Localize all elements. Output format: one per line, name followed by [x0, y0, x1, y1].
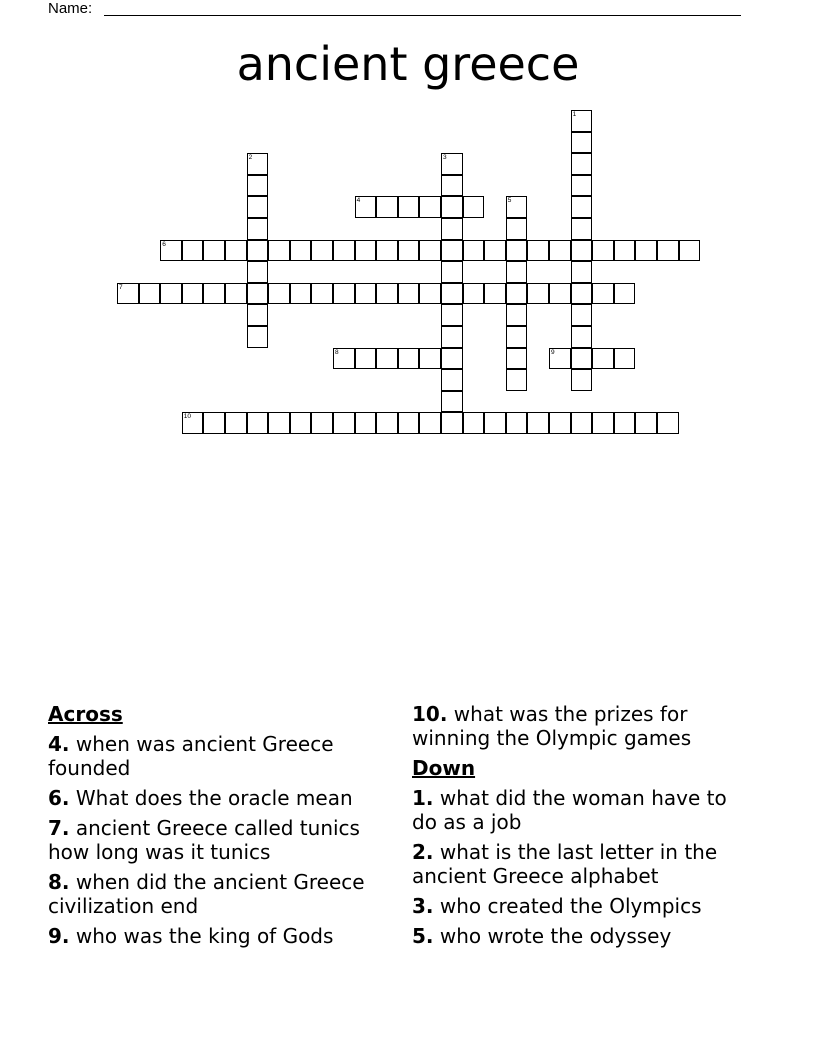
grid-cell[interactable] — [441, 348, 463, 370]
grid-cell[interactable] — [592, 283, 614, 305]
grid-cell[interactable] — [441, 218, 463, 240]
clue-text: who wrote the odyssey — [439, 924, 672, 948]
grid-cell[interactable] — [419, 283, 441, 305]
grid-cell[interactable] — [571, 218, 593, 240]
grid-cell[interactable] — [592, 412, 614, 434]
clue-number: 10. — [412, 702, 448, 726]
grid-cell[interactable] — [441, 175, 463, 197]
grid-cell[interactable] — [376, 196, 398, 218]
grid-cell[interactable] — [549, 348, 571, 370]
clue-text: ancient Greece called tunics how long was it tunics — [48, 816, 360, 864]
cell-number: 5 — [507, 197, 512, 205]
clue-text: What does the oracle mean — [75, 786, 353, 810]
grid-cell[interactable] — [614, 240, 636, 262]
grid-cell[interactable] — [527, 240, 549, 262]
clue-number: 1. — [412, 786, 434, 810]
grid-cell[interactable] — [571, 261, 593, 283]
grid-cell[interactable] — [398, 240, 420, 262]
grid-cell[interactable] — [441, 391, 463, 413]
cell-number: 10 — [183, 413, 192, 421]
grid-cell[interactable] — [398, 196, 420, 218]
cell-number: 7 — [119, 283, 123, 291]
grid-cell[interactable] — [571, 240, 593, 262]
grid-cell[interactable] — [247, 175, 269, 197]
grid-cell[interactable] — [203, 240, 225, 262]
clues-left-column — [48, 702, 393, 954]
grid-cell[interactable] — [419, 196, 441, 218]
grid-cell[interactable] — [592, 348, 614, 370]
cell-number: 9 — [551, 348, 555, 356]
grid-cell[interactable] — [247, 412, 269, 434]
grid-cell[interactable] — [290, 240, 312, 262]
grid-cell[interactable] — [247, 218, 269, 240]
grid-cell[interactable] — [355, 240, 377, 262]
name-label: Name: — [48, 0, 93, 17]
grid-cell[interactable] — [441, 412, 463, 434]
grid-cell[interactable] — [203, 283, 225, 305]
clue-down-5 — [412, 924, 752, 948]
grid-cell[interactable] — [376, 348, 398, 370]
grid-cell[interactable] — [290, 283, 312, 305]
grid-cell[interactable] — [268, 240, 290, 262]
grid-cell[interactable] — [441, 240, 463, 262]
down-heading: Down — [412, 756, 476, 780]
grid-cell[interactable] — [506, 412, 528, 434]
grid-cell[interactable] — [571, 153, 593, 175]
grid-cell[interactable] — [484, 283, 506, 305]
grid-cell[interactable] — [506, 369, 528, 391]
grid-cell[interactable] — [441, 283, 463, 305]
clue-across-4 — [48, 732, 393, 780]
grid-cell[interactable] — [571, 304, 593, 326]
grid-cell[interactable] — [614, 348, 636, 370]
grid-cell[interactable] — [571, 110, 593, 132]
grid-cell[interactable] — [419, 348, 441, 370]
clue-across-7 — [48, 816, 393, 864]
clue-text: who created the Olympics — [439, 894, 702, 918]
grid-cell[interactable] — [247, 153, 269, 175]
grid-cell[interactable] — [355, 348, 377, 370]
grid-cell[interactable] — [463, 283, 485, 305]
grid-cell[interactable] — [398, 412, 420, 434]
grid-cell[interactable] — [571, 369, 593, 391]
grid-cell[interactable] — [549, 283, 571, 305]
grid-cell[interactable] — [225, 412, 247, 434]
grid-cell[interactable] — [268, 283, 290, 305]
grid-cell[interactable] — [419, 240, 441, 262]
grid-cell[interactable] — [225, 283, 247, 305]
grid-cell[interactable] — [247, 326, 269, 348]
grid-cell[interactable] — [333, 348, 355, 370]
cell-number: 4 — [356, 197, 361, 205]
cell-number: 8 — [335, 348, 339, 356]
clue-number: 4. — [48, 732, 70, 756]
grid-cell[interactable] — [441, 326, 463, 348]
grid-cell[interactable] — [419, 412, 441, 434]
grid-cell[interactable] — [247, 261, 269, 283]
grid-cell[interactable] — [527, 412, 549, 434]
cell-number: 6 — [162, 240, 166, 248]
grid-cell[interactable] — [441, 304, 463, 326]
grid-cell[interactable] — [614, 283, 636, 305]
clue-across-6 — [48, 786, 393, 810]
clue-number: 7. — [48, 816, 70, 840]
grid-cell[interactable] — [376, 283, 398, 305]
clue-across-10 — [412, 702, 752, 750]
grid-cell[interactable] — [527, 283, 549, 305]
grid-cell[interactable] — [506, 240, 528, 262]
clue-across-8 — [48, 870, 393, 918]
clue-down-3 — [412, 894, 752, 918]
grid-cell[interactable] — [247, 240, 269, 262]
grid-cell[interactable] — [506, 283, 528, 305]
clue-number: 8. — [48, 870, 70, 894]
grid-cell[interactable] — [549, 240, 571, 262]
grid-cell[interactable] — [571, 196, 593, 218]
clue-number: 3. — [412, 894, 434, 918]
grid-cell[interactable] — [506, 196, 528, 218]
cell-number: 1 — [572, 111, 577, 118]
grid-cell[interactable] — [355, 412, 377, 434]
grid-cell[interactable] — [484, 240, 506, 262]
clue-number: 5. — [412, 924, 434, 948]
grid-cell[interactable] — [571, 175, 593, 197]
grid-cell[interactable] — [506, 218, 528, 240]
grid-cell[interactable] — [117, 283, 139, 305]
grid-cell[interactable] — [333, 283, 355, 305]
grid-cell[interactable] — [160, 240, 182, 262]
grid-cell[interactable] — [506, 261, 528, 283]
grid-cell[interactable] — [160, 283, 182, 305]
grid-cell[interactable] — [139, 283, 161, 305]
grid-cell[interactable] — [571, 283, 593, 305]
grid-cell[interactable] — [614, 412, 636, 434]
clue-text: what is the last letter in the ancient Greece alphabet — [412, 840, 718, 888]
clue-number: 2. — [412, 840, 434, 864]
grid-cell[interactable] — [571, 412, 593, 434]
grid-cell[interactable] — [182, 412, 204, 434]
grid-cell[interactable] — [311, 283, 333, 305]
grid-cell[interactable] — [203, 412, 225, 434]
grid-cell[interactable] — [333, 240, 355, 262]
grid-cell[interactable] — [182, 240, 204, 262]
clues-right-column — [412, 702, 752, 954]
grid-cell[interactable] — [679, 240, 701, 262]
grid-cell[interactable] — [247, 196, 269, 218]
crossword-grid — [0, 0, 816, 460]
grid-cell[interactable] — [592, 240, 614, 262]
clue-number: 6. — [48, 786, 70, 810]
clue-text: what did the woman have to do as a job — [412, 786, 727, 834]
clue-text: who was the king of Gods — [75, 924, 334, 948]
grid-cell[interactable] — [398, 348, 420, 370]
grid-cell[interactable] — [635, 412, 657, 434]
grid-cell[interactable] — [376, 412, 398, 434]
across-heading: Across — [48, 702, 123, 726]
grid-cell[interactable] — [506, 304, 528, 326]
clue-text: when was ancient Greece founded — [48, 732, 334, 780]
clue-down-2 — [412, 840, 752, 888]
grid-cell[interactable] — [463, 196, 485, 218]
grid-cell[interactable] — [311, 240, 333, 262]
grid-cell[interactable] — [441, 369, 463, 391]
grid-cell[interactable] — [463, 412, 485, 434]
grid-cell[interactable] — [657, 240, 679, 262]
grid-cell[interactable] — [506, 326, 528, 348]
cell-number: 3 — [443, 154, 447, 162]
grid-cell[interactable] — [571, 326, 593, 348]
grid-cell[interactable] — [355, 283, 377, 305]
grid-cell[interactable] — [247, 283, 269, 305]
page-title: ancient greece — [236, 37, 580, 91]
grid-cell[interactable] — [398, 283, 420, 305]
grid-cell[interactable] — [571, 132, 593, 154]
clue-across-9 — [48, 924, 393, 948]
grid-cell[interactable] — [290, 412, 312, 434]
cell-number: 2 — [248, 154, 253, 162]
grid-cell[interactable] — [311, 412, 333, 434]
grid-cell[interactable] — [225, 240, 247, 262]
clue-text: when did the ancient Greece civilization end — [48, 870, 365, 918]
grid-cell[interactable] — [657, 412, 679, 434]
clue-number: 9. — [48, 924, 70, 948]
grid-cell[interactable] — [571, 348, 593, 370]
grid-cell[interactable] — [484, 412, 506, 434]
grid-cell[interactable] — [549, 412, 571, 434]
grid-cell[interactable] — [441, 153, 463, 175]
grid-cell[interactable] — [376, 240, 398, 262]
grid-cell[interactable] — [182, 283, 204, 305]
grid-cell[interactable] — [441, 261, 463, 283]
grid-cell[interactable] — [268, 412, 290, 434]
grid-cell[interactable] — [635, 240, 657, 262]
grid-cell[interactable] — [441, 196, 463, 218]
grid-cell[interactable] — [247, 304, 269, 326]
clue-text: what was the prizes for winning the Olympic games — [412, 702, 692, 750]
grid-cell[interactable] — [333, 412, 355, 434]
grid-cell[interactable] — [463, 240, 485, 262]
grid-cell[interactable] — [355, 196, 377, 218]
clue-down-1 — [412, 786, 752, 834]
grid-cell[interactable] — [506, 348, 528, 370]
